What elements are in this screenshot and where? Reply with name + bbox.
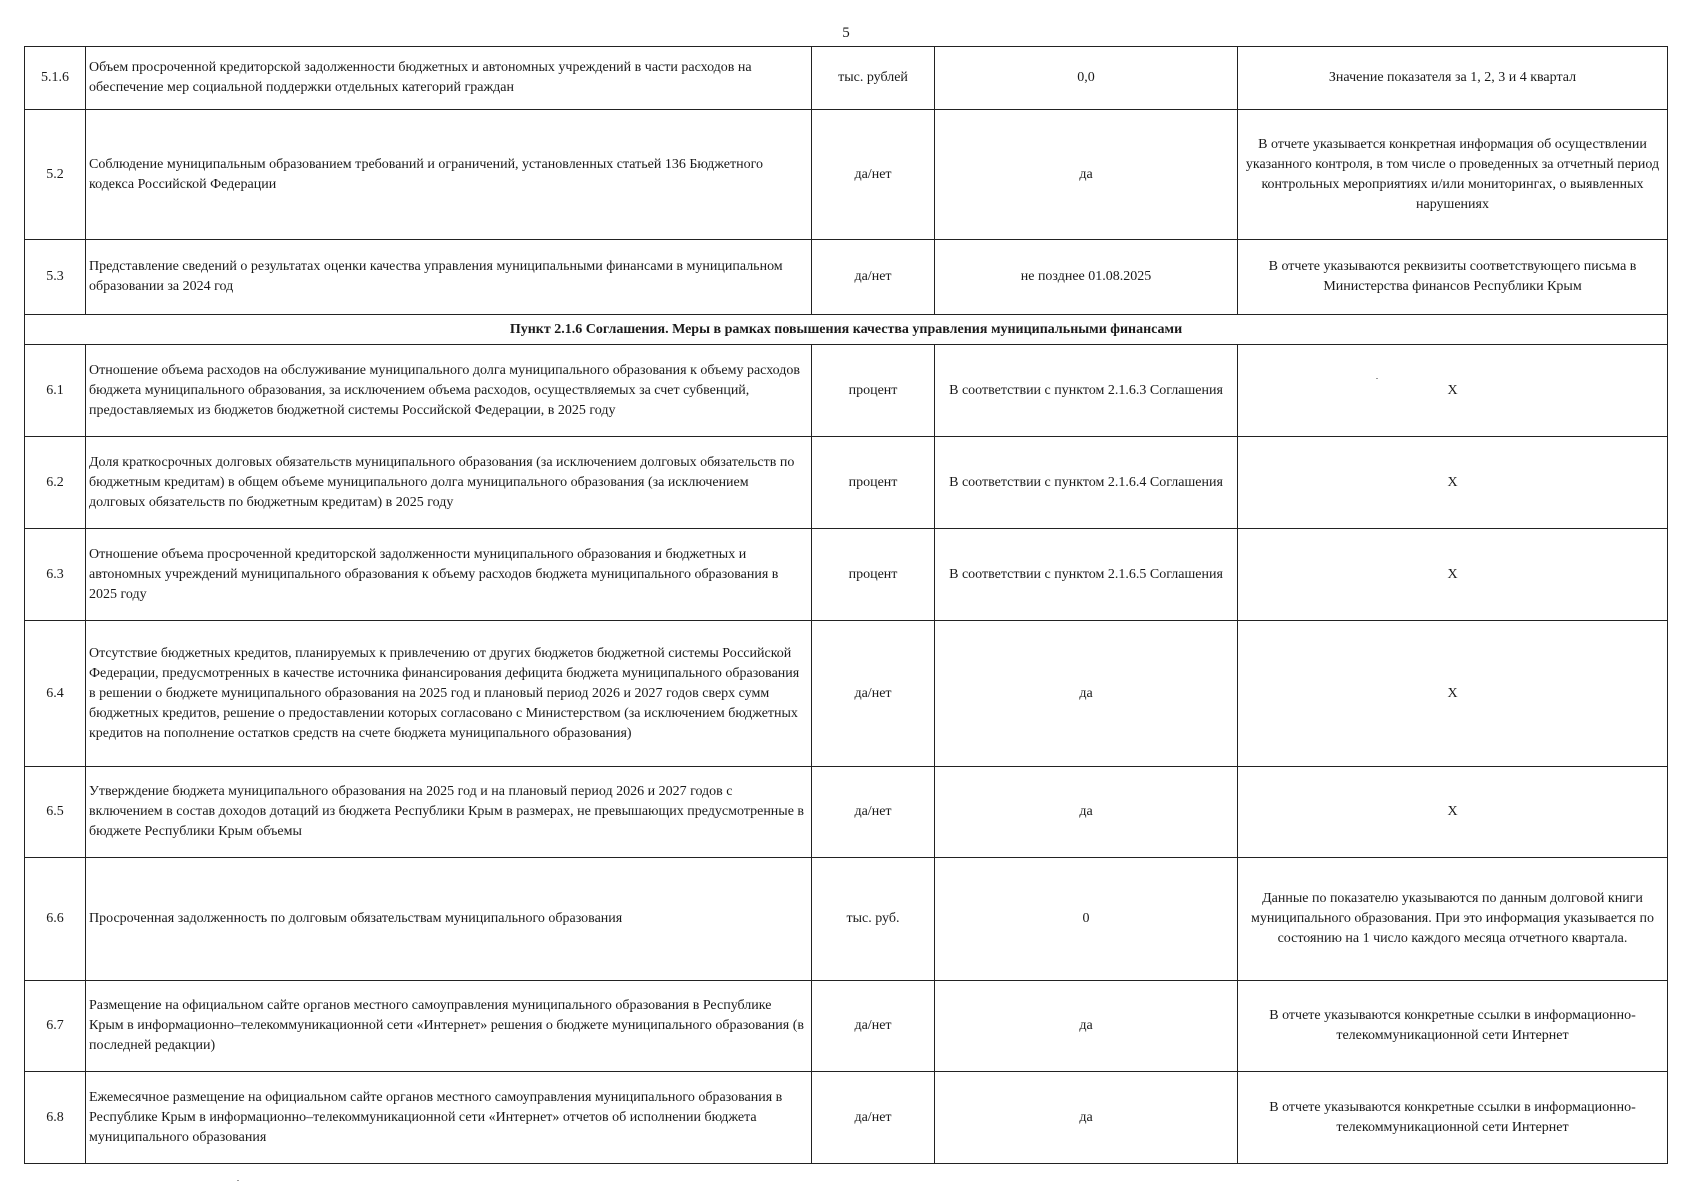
row-note: X [1238, 437, 1668, 529]
row-unit: да/нет [812, 240, 935, 315]
row-value: 0,0 [935, 47, 1238, 110]
row-value: да [935, 621, 1238, 767]
row-value: да [935, 110, 1238, 240]
row-note: X [1238, 529, 1668, 621]
row-unit: процент [812, 529, 935, 621]
row-value: В соответствии с пунктом 2.1.6.4 Соглашения [935, 437, 1238, 529]
table-row [25, 345, 1668, 437]
row-description: Объем просроченной кредиторской задолженности бюджетных и автономных учреждений в части расходов на обеспечение мер социальной поддержки отдельных категорий граждан [86, 47, 812, 110]
row-value: 0 [935, 858, 1238, 981]
row-note: В отчете указываются конкретные ссылки в информационно-телекоммуникационной сети Интернет [1238, 1072, 1668, 1164]
scan-artifact [1376, 378, 1378, 379]
row-number: 6.4 [25, 621, 86, 767]
table-row [25, 437, 1668, 529]
row-description: Отсутствие бюджетных кредитов, планируемых к привлечению от других бюджетов бюджетной системы Российской Федерации, предусмотренных в качестве источника финансирования дефицита бюджета муниципального образования в решении о бюджете муниципального образования на 2025 год и плановый период 2026 и 2027 годов сверх сумм бюджетных кредитов, решение о предоставлении которых согласовано с Министерством (за исключением бюджетных кредитов на пополнение остатков средств на счете бюджета муниципального образования) [86, 621, 812, 767]
row-unit: да/нет [812, 767, 935, 858]
row-description: Соблюдение муниципальным образованием требований и ограничений, установленных статьей 136 Бюджетного кодекса Российской Федерации [86, 110, 812, 240]
indicators-table [24, 46, 1668, 1164]
row-description: Доля краткосрочных долговых обязательств муниципального образования (за исключением долговых обязательств по бюджетным кредитам) в общем объеме муниципального долга муниципального образования (за исключением долговых обязательств по бюджетным кредитам) в 2025 году [86, 437, 812, 529]
row-value: да [935, 981, 1238, 1072]
table-body-after [25, 345, 1668, 1164]
page-number: 5 [842, 25, 850, 41]
row-number: 6.2 [25, 437, 86, 529]
row-value: В соответствии с пунктом 2.1.6.5 Соглашения [935, 529, 1238, 621]
table-row [25, 621, 1668, 767]
row-number: 6.3 [25, 529, 86, 621]
row-value: не позднее 01.08.2025 [935, 240, 1238, 315]
row-number: 5.3 [25, 240, 86, 315]
table-body-before [25, 47, 1668, 315]
row-unit: тыс. рублей [812, 47, 935, 110]
row-value: В соответствии с пунктом 2.1.6.3 Соглашения [935, 345, 1238, 437]
section-heading: Пункт 2.1.6 Соглашения. Меры в рамках повышения качества управления муниципальными финансами [25, 315, 1668, 345]
row-description: Представление сведений о результатах оценки качества управления муниципальными финансами в муниципальном образовании за 2024 год [86, 240, 812, 315]
row-description: Ежемесячное размещение на официальном сайте органов местного самоуправления муниципального образования в Республике Крым в информационно–телекоммуникационной сети «Интернет» отчетов об исполнении бюджета муниципального образования [86, 1072, 812, 1164]
row-number: 5.1.6 [25, 47, 86, 110]
row-description: Отношение объема просроченной кредиторской задолженности муниципального образования и бюджетных и автономных учреждений муниципального образования к объему расходов бюджета муниципального образования в 2025 году [86, 529, 812, 621]
row-note: В отчете указываются конкретные ссылки в информационно-телекоммуникационной сети Интернет [1238, 981, 1668, 1072]
row-note: Значение показателя за 1, 2, 3 и 4 квартал [1238, 47, 1668, 110]
row-value: да [935, 1072, 1238, 1164]
row-description: Размещение на официальном сайте органов местного самоуправления муниципального образования в Республике Крым в информационно–телекоммуникационной сети «Интернет» решения о бюджете муниципального образования (в последней редакции) [86, 981, 812, 1072]
table-row [25, 240, 1668, 315]
row-number: 6.1 [25, 345, 86, 437]
row-unit: да/нет [812, 981, 935, 1072]
table-row [25, 47, 1668, 110]
row-unit: процент [812, 345, 935, 437]
row-description: Просроченная задолженность по долговым обязательствам муниципального образования [86, 858, 812, 981]
row-value: да [935, 767, 1238, 858]
row-unit: тыс. руб. [812, 858, 935, 981]
row-note: В отчете указывается конкретная информация об осуществлении указанного контроля, в том числе о проведенных за отчетный период контрольных мероприятиях и/или мониторингах, о выявленных нарушениях [1238, 110, 1668, 240]
row-unit: да/нет [812, 621, 935, 767]
table-row [25, 1072, 1668, 1164]
table-row [25, 981, 1668, 1072]
row-number: 6.7 [25, 981, 86, 1072]
row-unit: процент [812, 437, 935, 529]
table-row [25, 767, 1668, 858]
row-number: 5.2 [25, 110, 86, 240]
row-note: X [1238, 767, 1668, 858]
table-row [25, 529, 1668, 621]
section-heading-row [25, 315, 1668, 345]
row-note: X [1238, 345, 1668, 437]
row-unit: да/нет [812, 1072, 935, 1164]
row-note: В отчете указываются реквизиты соответствующего письма в Министерства финансов Республики Крым [1238, 240, 1668, 315]
table-row [25, 110, 1668, 240]
row-number: 6.5 [25, 767, 86, 858]
row-number: 6.6 [25, 858, 86, 981]
row-description: Утверждение бюджета муниципального образования на 2025 год и на плановый период 2026 и 2027 годов с включением в состав доходов дотаций из бюджета Республики Крым в размерах, не превышающих предусмотренные в бюджете Республики Крым объемы [86, 767, 812, 858]
row-note: Данные по показателю указываются по данным долговой книги муниципального образования. При это информация указывается по состоянию на 1 число каждого месяца отчетного квартала. [1238, 858, 1668, 981]
section-body [25, 315, 1668, 345]
row-note: X [1238, 621, 1668, 767]
row-number: 6.8 [25, 1072, 86, 1164]
row-unit: да/нет [812, 110, 935, 240]
scan-artifact [237, 1180, 239, 1181]
table-row [25, 858, 1668, 981]
row-description: Отношение объема расходов на обслуживание муниципального долга муниципального образования к объему расходов бюджета муниципального образования, за исключением объема расходов, осуществляемых за счет субвенций, предоставляемых из бюджетов бюджетной системы Российской Федерации, в 2025 году [86, 345, 812, 437]
